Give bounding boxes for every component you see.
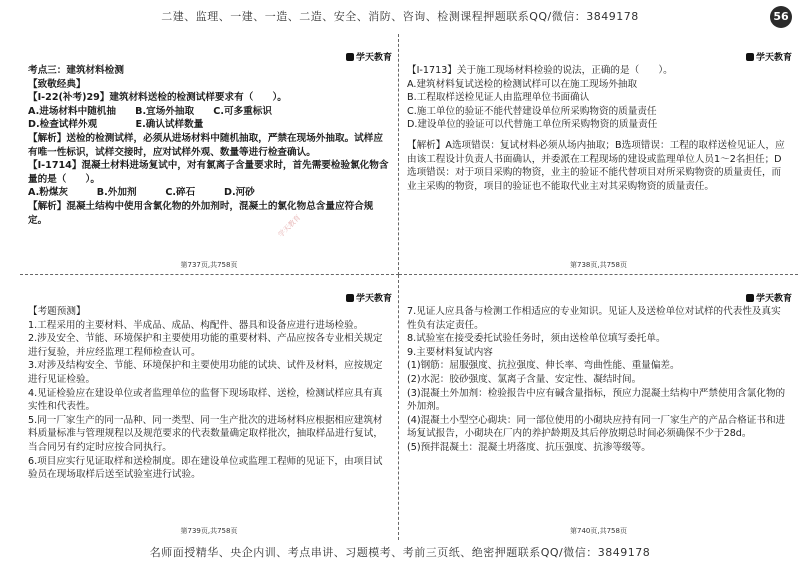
- brand-logo-icon: [746, 53, 754, 61]
- question-option: A.建筑材料复试送检的检测试样可以在施工现场外抽取: [407, 78, 638, 90]
- slide-panel-4: [399, 275, 798, 540]
- slide-content: [28, 305, 390, 482]
- document-sheet: [20, 34, 798, 540]
- question-option: B.工程取样送检见证人由监理单位书面确认: [407, 92, 590, 104]
- analysis-text: 【解析】混凝土结构中使用含氯化物的外加剂时，混凝土的氯化物总含量应符合规定。: [28, 200, 374, 226]
- slide-content: [407, 64, 790, 193]
- brand-logo: 学天教育: [746, 50, 792, 63]
- retest-item: (3)混凝土外加剂：检验报告中应有碱含量指标，预应力混凝土结构中严禁使用含氯化物的外加剂。: [407, 387, 786, 413]
- prediction-item: 4.见证检验应在建设单位或者监理单位的监督下现场取样、送检，检测试样应具有真实性和代表性。: [28, 387, 383, 413]
- brand-logo-icon: [346, 294, 354, 302]
- question-stem: 【Ⅰ-1713】关于施工现场材料检验的说法，正确的是（ ）。: [407, 65, 673, 76]
- question-stem: 【Ⅰ-1714】混凝土材料进场复试中，对有氯离子含量要求时，首先需要检验氯化物含量的是（ ）。: [28, 160, 389, 185]
- section-heading: 考点三：建筑材料检测: [28, 65, 124, 76]
- prediction-item: 8.试验室在接受委托试验任务时，须由送检单位填写委托单。: [407, 333, 666, 345]
- prediction-item: 3.对涉及结构安全、节能、环境保护和主要使用功能的试块、试件及材料，应按规定进行见证检验。: [28, 360, 383, 385]
- brand-logo: 学天教育: [746, 291, 792, 304]
- question-options: A.粉煤灰 B.外加剂 C.碎石 D.河砂: [28, 187, 255, 199]
- brand-logo-icon: [746, 294, 754, 302]
- slide-panel-3: [20, 275, 399, 540]
- question-options: A.进场材料中随机抽 B.宜场外抽取 C.可多重标识: [28, 105, 272, 117]
- page-number-badge: 56: [770, 6, 792, 28]
- prediction-item: 6.项目应实行见证取样和送检制度。即在建设单位或监理工程师的见证下，由项目试验员在现场取样后送至试验室进行试验。: [28, 455, 383, 481]
- slide-panel-1: [20, 34, 399, 275]
- retest-item: (4)混凝土小型空心砌块：同一部位使用的小砌块应持有同一厂家生产的产品合格证书和进场复试报告，小砌块在厂内的养护龄期及其后停放期总时间必须确保不少于28d。: [407, 414, 786, 440]
- watermark: 学天教育: [276, 213, 303, 239]
- slide-panel-2: [399, 34, 798, 275]
- question-stem: 【Ⅰ-22(补考)29】建筑材料送检的检测试样要求有（ ）。: [28, 92, 287, 104]
- slide-footer: 第738页,共758页: [570, 261, 627, 269]
- slide-footer: 第737页,共758页: [180, 261, 238, 269]
- analysis-text: 【解析】送检的检测试样，必须从进场材料中随机抽取，严禁在现场外抽取。试样应有唯一性标识，试样交接时，应对试样外观、数量等进行检查确认。: [28, 132, 383, 158]
- prediction-item: 5.同一厂家生产的同一品种、同一类型、同一生产批次的进场材料应根据相应建筑材料质量标准与管理规程以及规范要求的代表数量确定取样批次，抽取样品进行复试，当合同另有约定时应按合同执行。: [28, 414, 383, 453]
- brand-logo: 学天教育: [346, 291, 392, 304]
- bottom-banner: 名师面授精华、央企内训、考点串讲、习题模考、考前三页纸、绝密押题联系QQ/微信：3849178: [149, 546, 651, 559]
- question-option: D.建设单位的验证可以代替施工单位所采购物资的质量责任: [407, 119, 658, 131]
- prediction-item: 9.主要材料复试内容: [407, 346, 493, 358]
- slide-content: [28, 64, 390, 227]
- slide-content: [407, 305, 790, 455]
- retest-item: (1)钢筋：屈服强度、抗拉强度、伸长率、弯曲性能、重量偏差。: [407, 360, 680, 372]
- subsection-tag: 【致敬经典】: [28, 78, 86, 90]
- retest-item: (5)预拌混凝土：混凝土坍落度、抗压强度、抗渗等级等。: [407, 441, 651, 453]
- question-options: D.检查试样外观 E.确认试样数量: [28, 119, 204, 131]
- slide-footer: 第740页,共758页: [570, 527, 627, 535]
- question-option: C.施工单位的验证不能代替建设单位所采购物资的质量责任: [407, 105, 657, 117]
- retest-item: (2)水泥：胶砂强度、氯离子含量、安定性、凝结时间。: [407, 373, 642, 385]
- brand-logo: 学天教育: [346, 50, 392, 63]
- top-banner: 二建、监理、一建、一造、二造、安全、消防、咨询、检测课程押题联系QQ/微信：3849178: [161, 10, 639, 23]
- prediction-item: 1.工程采用的主要材料、半成品、成品、构配件、器具和设备应进行进场检验。: [28, 319, 364, 331]
- prediction-item: 7.见证人应具备与检测工作相适应的专业知识。见证人及送检单位对试样的代表性及真实性负有法定责任。: [407, 306, 781, 331]
- subsection-tag: 【考题预测】: [28, 306, 86, 317]
- prediction-item: 2.涉及安全、节能、环境保护和主要使用功能的重要材料、产品应按各专业相关规定进行复验，并应经监理工程师检查认可。: [28, 333, 383, 358]
- brand-logo-icon: [346, 53, 354, 61]
- analysis-text: 【解析】A选项错误：复试材料必须从场内抽取；B选项错误：工程的取样送检见证人，应由该工程设计负责人书面确认，并委派在工程现场的建设或监理单位人员1～2名担任；D选项错误：对于项目采购的物资，业主的验证不能代替项目对所采购物资的质量责任，而业主采购的物资，项目的验证也不能取代业主对其采购物资的质量责任。: [407, 139, 785, 192]
- slide-footer: 第739页,共758页: [180, 527, 238, 535]
